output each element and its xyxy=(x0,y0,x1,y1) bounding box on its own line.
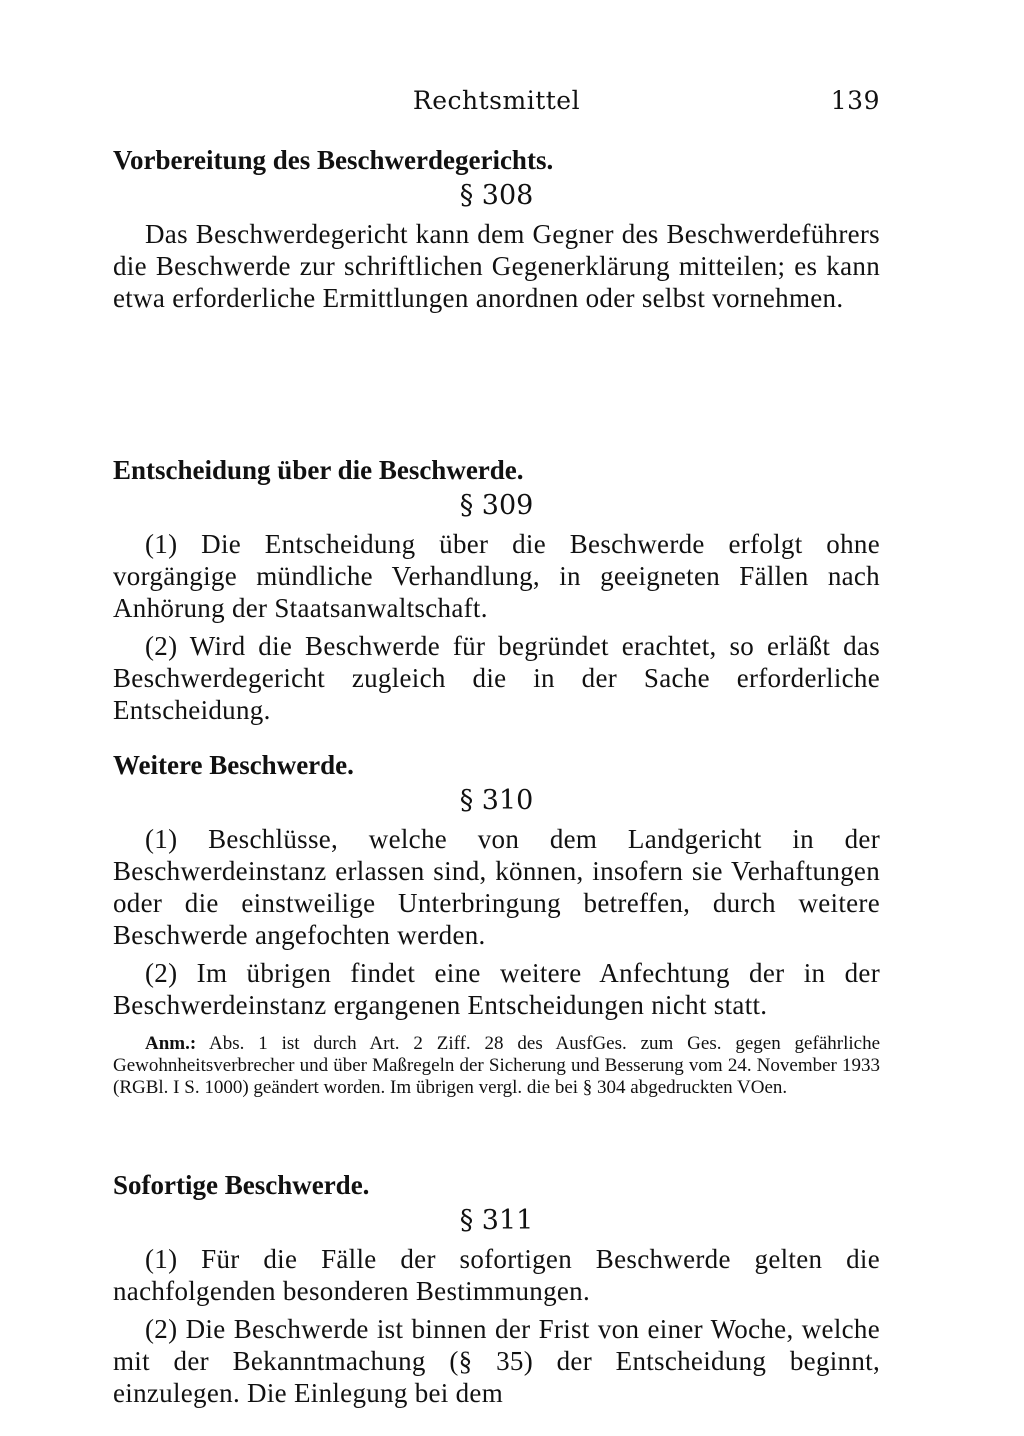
section-number: § 310 xyxy=(459,785,534,816)
section-number: § 308 xyxy=(459,180,534,211)
note-label: Anm.: xyxy=(145,1033,197,1054)
paragraph: (1) Beschlüsse, welche von dem Landgericht in der Beschwerdeinstanz erlassen sind, können, insofern sie Verhaftungen oder die einstweilige Unterbringung betreffen, durch weitere Beschwerde angefochten werden. xyxy=(113,824,880,950)
note-text: Abs. 1 ist durch Art. 2 Ziff. 28 des AusfGes. zum Ges. gegen gefährliche Gewohnheitsverbrecher und über Maßregeln der Sicherung und Besserung vom 24. November 1933 (RGBl. I S. 1000) geändert worden. Im übrigen vergl. die bei § 304 abgedruckten VOen. xyxy=(113,1033,880,1098)
section-310 xyxy=(113,747,880,1099)
running-head xyxy=(113,82,880,122)
paragraph: (2) Wird die Beschwerde für begründet erachtet, so erläßt das Beschwerdegericht zugleich die in der Sache erforderliche Entscheidung. xyxy=(113,631,880,725)
section-308 xyxy=(113,142,880,314)
paragraph: (1) Die Entscheidung über die Beschwerde erfolgt ohne vorgängige mündliche Verhandlung, in geeigneten Fällen nach Anhörung der Staatsanwaltschaft. xyxy=(113,529,880,623)
book-page xyxy=(113,82,880,1408)
section-heading: Sofortige Beschwerde. xyxy=(113,1170,370,1200)
section-number: § 309 xyxy=(459,490,534,521)
section-309 xyxy=(113,452,880,726)
page-number: 139 xyxy=(830,86,880,115)
annotation-note xyxy=(113,1033,880,1099)
section-number: § 311 xyxy=(459,1205,534,1236)
running-head-title: Rechtsmittel xyxy=(412,86,581,115)
section-311 xyxy=(113,1167,880,1409)
section-heading: Weitere Beschwerde. xyxy=(113,750,354,780)
section-heading: Entscheidung über die Beschwerde. xyxy=(113,455,524,485)
paragraph: (2) Die Beschwerde ist binnen der Frist von einer Woche, welche mit der Bekanntmachung (§ 35) der Entscheidung beginnt, einzulegen. Die Einlegung bei dem xyxy=(113,1314,880,1408)
paragraph: (1) Für die Fälle der sofortigen Beschwerde gelten die nachfolgenden besonderen Bestimmungen. xyxy=(113,1244,880,1306)
section-heading: Vorbereitung des Beschwerdegerichts. xyxy=(113,145,554,175)
paragraph: Das Beschwerdegericht kann dem Gegner des Beschwerdeführers die Beschwerde zur schriftlichen Gegenerklärung mitteilen; es kann etwa erforderliche Ermittlungen anordnen oder selbst vornehmen. xyxy=(113,219,880,313)
paragraph: (2) Im übrigen findet eine weitere Anfechtung der in der Beschwerdeinstanz ergangenen Entscheidungen nicht statt. xyxy=(113,958,880,1020)
